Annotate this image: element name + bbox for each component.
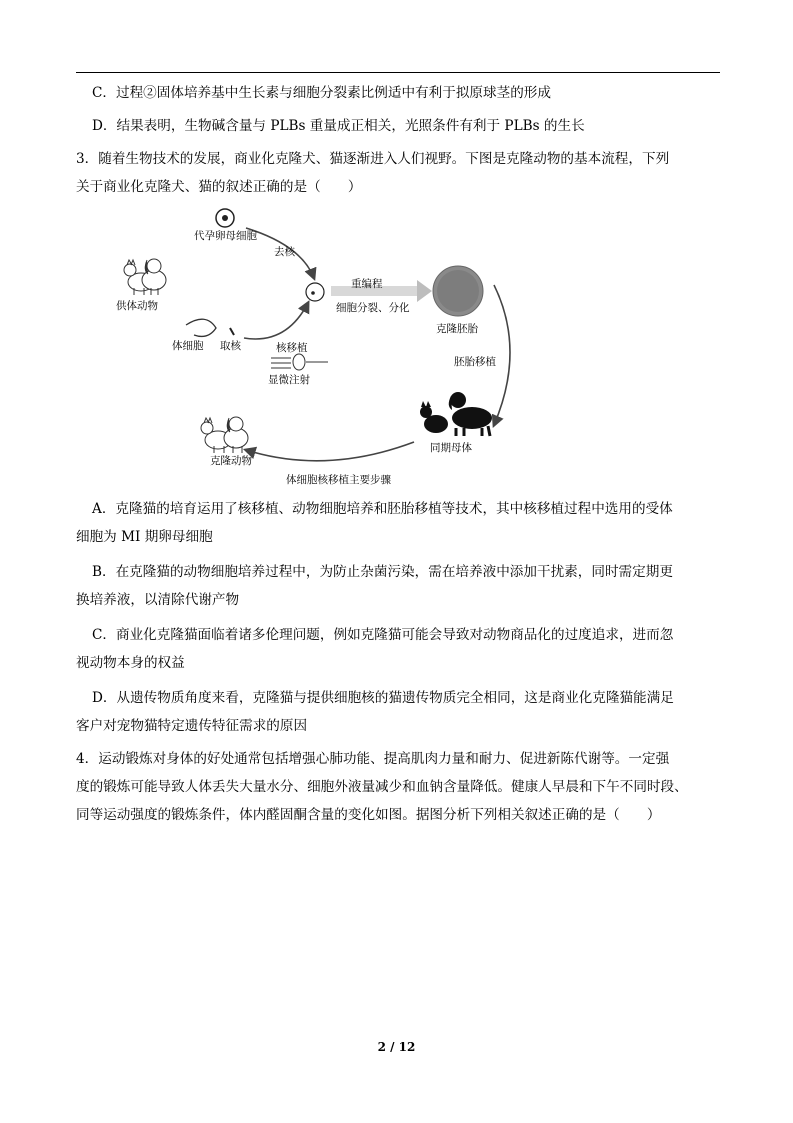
option-d-line1: D．从遗传物质角度来看，克隆猫与提供细胞核的猫遗传物质完全相同，这是商业化克隆猫能满足: [92, 690, 674, 706]
label-take-nucleus: 取核: [220, 340, 241, 352]
option-d-line2: 客户对宠物猫特定遗传特征需求的原因: [76, 718, 308, 734]
question-4-line2: 度的锻炼可能导致人体丢失大量水分、细胞外液量减少和血钠含量降低。健康人早晨和下午不同时段、: [76, 779, 688, 795]
clone-animals-icon: [201, 417, 248, 453]
arrow-embryo-transfer: [494, 285, 510, 425]
label-divide: 细胞分裂、分化: [336, 302, 410, 314]
surrogate-mother-icon: [420, 392, 492, 436]
label-microinjection: 显微注射: [268, 374, 310, 386]
label-clone: 克隆动物: [210, 455, 252, 467]
somatic-cell-icon: [186, 319, 216, 336]
donor-animals-icon: [124, 259, 166, 295]
option-c-prev: C．过程②固体培养基中生长素与细胞分裂素比例适中有利于拟原球茎的形成: [92, 85, 551, 101]
reprogram-arrow-head: [417, 280, 432, 302]
diagram-caption: 体细胞核移植主要步骤: [286, 474, 391, 486]
label-donor: 供体动物: [116, 300, 158, 312]
extracted-nucleus: [230, 328, 234, 335]
question-4-line3: 同等运动强度的锻炼条件，体内醛固酮含量的变化如图。据图分析下列相关叙述正确的是（ ）: [76, 807, 661, 823]
label-oocyte: 代孕卵母细胞: [194, 230, 257, 242]
label-nuclear-transfer: 核移植: [276, 342, 308, 354]
option-b-line2: 换培养液，以清除代谢产物: [76, 592, 240, 608]
header-rule: [76, 72, 720, 73]
label-embryo-transfer: 胚胎移植: [454, 356, 496, 368]
label-surrogate: 同期母体: [430, 442, 472, 454]
label-somatic: 体细胞: [172, 340, 204, 352]
option-b-line1: B．在克隆猫的动物细胞培养过程中，为防止杂菌污染，需在培养液中添加干扰素，同时需定期更: [92, 564, 673, 580]
question-3-stem-cont: 关于商业化克隆犬、猫的叙述正确的是（ ）: [76, 179, 362, 195]
option-c-line2: 视动物本身的权益: [76, 655, 185, 671]
cloned-embryo-inner: [437, 270, 479, 312]
question-4-line1: 4．运动锻炼对身体的好处通常包括增强心肺功能、提高肌肉力量和耐力、促进新陈代谢等。一定强: [76, 751, 670, 767]
option-c-line1: C．商业化克隆猫面临着诸多伦理问题，例如克隆猫可能会导致对动物商品化的过度追求，进而忽: [92, 627, 674, 643]
microinjection-icon: [271, 354, 328, 370]
label-embryo: 克隆胚胎: [436, 323, 478, 335]
label-enucleate: 去核: [274, 246, 295, 258]
oocyte-nucleus: [222, 215, 228, 221]
arrow-to-clone: [246, 442, 414, 461]
arrow-nucleus-to-egg: [244, 303, 308, 339]
cloning-flow-diagram: [96, 200, 526, 486]
page-number: 2 / 12: [377, 1040, 416, 1054]
enucleated-egg: [306, 283, 324, 301]
option-d-prev: D．结果表明，生物碱含量与 PLBs 重量成正相关，光照条件有利于 PLBs 的生长: [92, 118, 585, 134]
option-a-line2: 细胞为 MI 期卵母细胞: [76, 529, 213, 545]
transferred-nucleus: [311, 291, 315, 295]
label-reprogram: 重编程: [351, 278, 383, 290]
question-3-stem: 3．随着生物技术的发展，商业化克隆犬、猫逐渐进入人们视野。下图是克隆动物的基本流程，下列: [76, 151, 670, 167]
option-a-line1: A．克隆猫的培育运用了核移植、动物细胞培养和胚胎移植等技术，其中核移植过程中选用的受体: [92, 501, 673, 517]
cloning-diagram-svg: [96, 200, 526, 475]
